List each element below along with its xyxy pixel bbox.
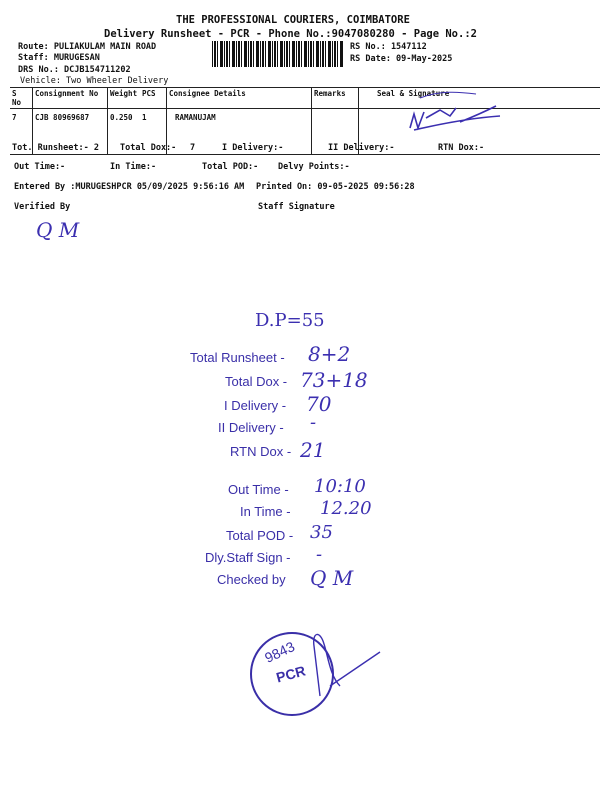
cell-consignment: CJB 80969687 [33,109,108,155]
barcode [212,41,344,67]
tot-runsheet: Tot. Runsheet:- 2 [12,143,99,153]
col-consignment: Consignment No [33,88,108,109]
table-header-row [10,88,600,109]
hw-checked-by: Q M [310,566,354,590]
stamp-total-pod: Total POD - [226,528,294,543]
stamp-ii-delivery: II Delivery - [218,420,284,435]
in-time-label: In Time:- [110,162,157,172]
hw-dox: 73+18 [300,368,368,392]
col-pcs: PCS [140,88,167,109]
col-seal: Seal & Signature [359,88,600,109]
staff-label: Staff: MURUGESAN [18,53,100,63]
printed-on: Printed On: 09-05-2025 09:56:28 [256,182,415,192]
total-dox-label: Total Dox:- [120,143,177,153]
out-time-label: Out Time:- [14,162,66,172]
cell-consignee: RAMANUJAM [167,109,312,155]
cell-sno: 7 [10,109,33,155]
rtn-dox-label: RTN Dox:- [438,143,485,153]
i-delivery-label: I Delivery:- [222,143,284,153]
verified-by-label: Verified By [14,202,71,212]
stamp-total-runsheet: Total Runsheet - [190,350,285,365]
seal-text: PCR [274,662,308,686]
entered-by: Entered By :MURUGESHPCR 05/09/2025 9:56:16 AM [14,182,245,192]
vehicle-label: Vehicle: Two Wheeler Delivery [20,76,169,86]
stamp-total-dox: Total Dox - [225,374,288,389]
rs-number: RS No.: 1547112 [350,42,427,52]
col-consignee: Consignee Details [167,88,312,109]
company-title: THE PROFESSIONAL COURIERS, COIMBATORE [176,14,410,26]
delvy-points-label: Delvy Points:- [278,162,350,172]
ii-delivery-label: II Delivery:- [328,143,395,153]
hw-i-delivery: 70 [306,392,332,416]
staff-signature-label: Staff Signature [258,202,335,212]
total-dox-value: 7 [190,143,196,153]
stamp-staff-sign: Dly.Staff Sign - [205,550,291,565]
hw-out-time: 10:10 [314,476,366,497]
total-pod-label: Total POD:- [202,162,259,172]
seal-signature [300,626,390,706]
col-weight: Weight [108,88,141,109]
seal-number: 9843 [262,638,298,666]
stamp-in-time: In Time - [240,504,291,519]
stamp-out-time: Out Time - [228,482,289,497]
stamp-rtn-dox: RTN Dox - [230,444,292,459]
col-remarks: Remarks [312,88,359,109]
cell-pcs: 1 [140,109,167,155]
hw-total-pod: 35 [310,522,333,543]
dp-note: D.P=55 [255,310,325,331]
hw-runsheet: 8+2 [308,342,351,366]
runsheet-subtitle: Delivery Runsheet - PCR - Phone No.:9047080280 - Page No.:2 [104,28,477,40]
drs-number: DRS No.: DCJB154711202 [18,65,131,75]
route-label: Route: PULIAKULAM MAIN ROAD [18,42,157,52]
stamp-checked-by: Checked by [217,572,286,587]
handwritten-signature [400,88,510,148]
stamp-i-delivery: I Delivery - [224,398,287,413]
verified-initials: Q M [36,218,80,242]
hw-staff-sign: - [316,544,323,565]
cell-weight: 0.250 [108,109,141,155]
hw-rtn: 21 [300,438,326,462]
col-sno: S No [10,88,33,109]
hw-ii-delivery: - [310,412,317,433]
hw-in-time: 12.20 [320,498,372,519]
rs-date: RS Date: 09-May-2025 [350,54,453,64]
